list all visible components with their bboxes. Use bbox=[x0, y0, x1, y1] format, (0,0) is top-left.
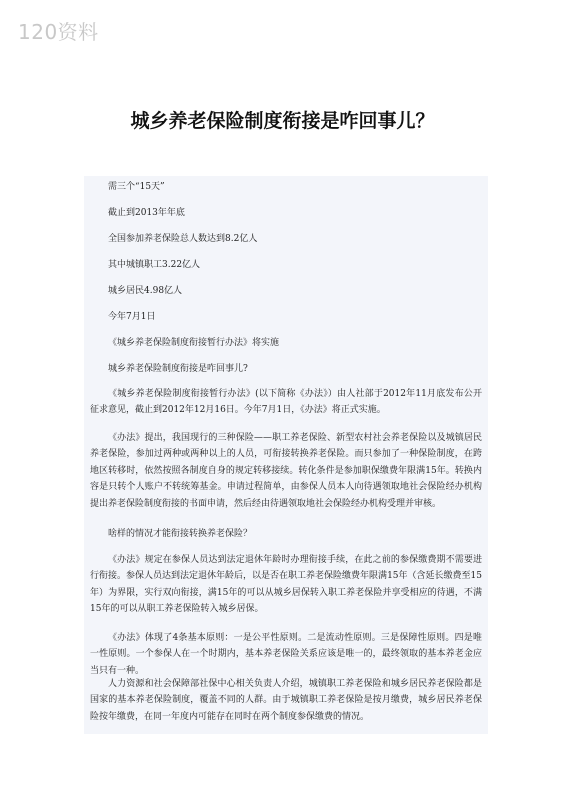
paragraph: 《办法》体现了4条基本原则：一是公平性原则。二是流动性原则。三是保障性原则。四是唯一性原则。一个参保人在一个时期内，基本养老保险关系应该是唯一的，最终领取的基本养老金应当只有一种。 bbox=[90, 633, 482, 676]
paragraph: 《办法》提出，我国现行的三种保险——职工养老保险、新型农村社会养老保险以及城镇居民养老保险，参加过两种或两种以上的人员，可衔接转换养老保险。而只参加了一种保险制度，在跨地区转移时，依然按照各制度自身的规定转移接续。转化条件是参加职保缴费年限满15年。转换内容是只转个人账户不转统筹基金。申请过程简单，由参保人员本人向待遇领取地社会保险经办机构提出养老保险制度衔接的书面申请，然后经由待遇领取地社会保险经办机构受理并审核。 bbox=[90, 433, 482, 509]
text-line: 全国参加养老保险总人数达到8.2亿人 bbox=[108, 234, 258, 244]
page-title: 城乡养老保险制度衔接是咋回事儿？ bbox=[130, 110, 435, 132]
paragraph: 人力资源和社会保障部社保中心相关负责人介绍，城镇职工养老保险和城乡居民养老保险都是国家的基本养老保险制度，覆盖不同的人群。由于城镇职工养老保险是按月缴费，城乡居民养老保险按年缴费，在同一年度内可能存在同时在两个制度参保缴费的情况。 bbox=[90, 679, 482, 722]
paragraph: 《办法》规定在参保人员达到法定退休年龄时办理衔接手续，在此之前的参保缴费期不需要进行衔接。参保人员达到法定退休年龄后，以是否在职工养老保险缴费年限满15年（含延长缴费至15年）为界限，实行双向衔接，满15年的可以从城乡居保转入职工养老保险并享受相应的待遇，不满15年的可以从职工养老保险转入城乡居保。 bbox=[90, 555, 482, 615]
watermark-logo: 120资料 bbox=[18, 20, 99, 44]
paragraph: 啥样的情况才能衔接转换养老保险？ bbox=[108, 529, 253, 539]
text-line: 城乡居民4.98亿人 bbox=[108, 286, 183, 296]
text-line: 其中城镇职工3.22亿人 bbox=[108, 260, 201, 270]
text-line: 截止到2013年年底 bbox=[108, 208, 185, 218]
text-line: 需三个“15天” bbox=[108, 182, 165, 192]
text-line: 城乡养老保险制度衔接是咋回事儿? bbox=[108, 364, 248, 374]
article-body bbox=[84, 176, 488, 734]
text-line: 《城乡养老保险制度衔接暂行办法》将实施 bbox=[108, 338, 280, 348]
paragraph: 《城乡养老保险制度衔接暂行办法》(以下简称《办法》）由人社部于2012年11月底发布公开征求意见，截止到2012年12月16日。今年7月1日，《办法》将正式实施。 bbox=[90, 389, 482, 416]
text-line: 今年7月1日 bbox=[108, 312, 156, 322]
